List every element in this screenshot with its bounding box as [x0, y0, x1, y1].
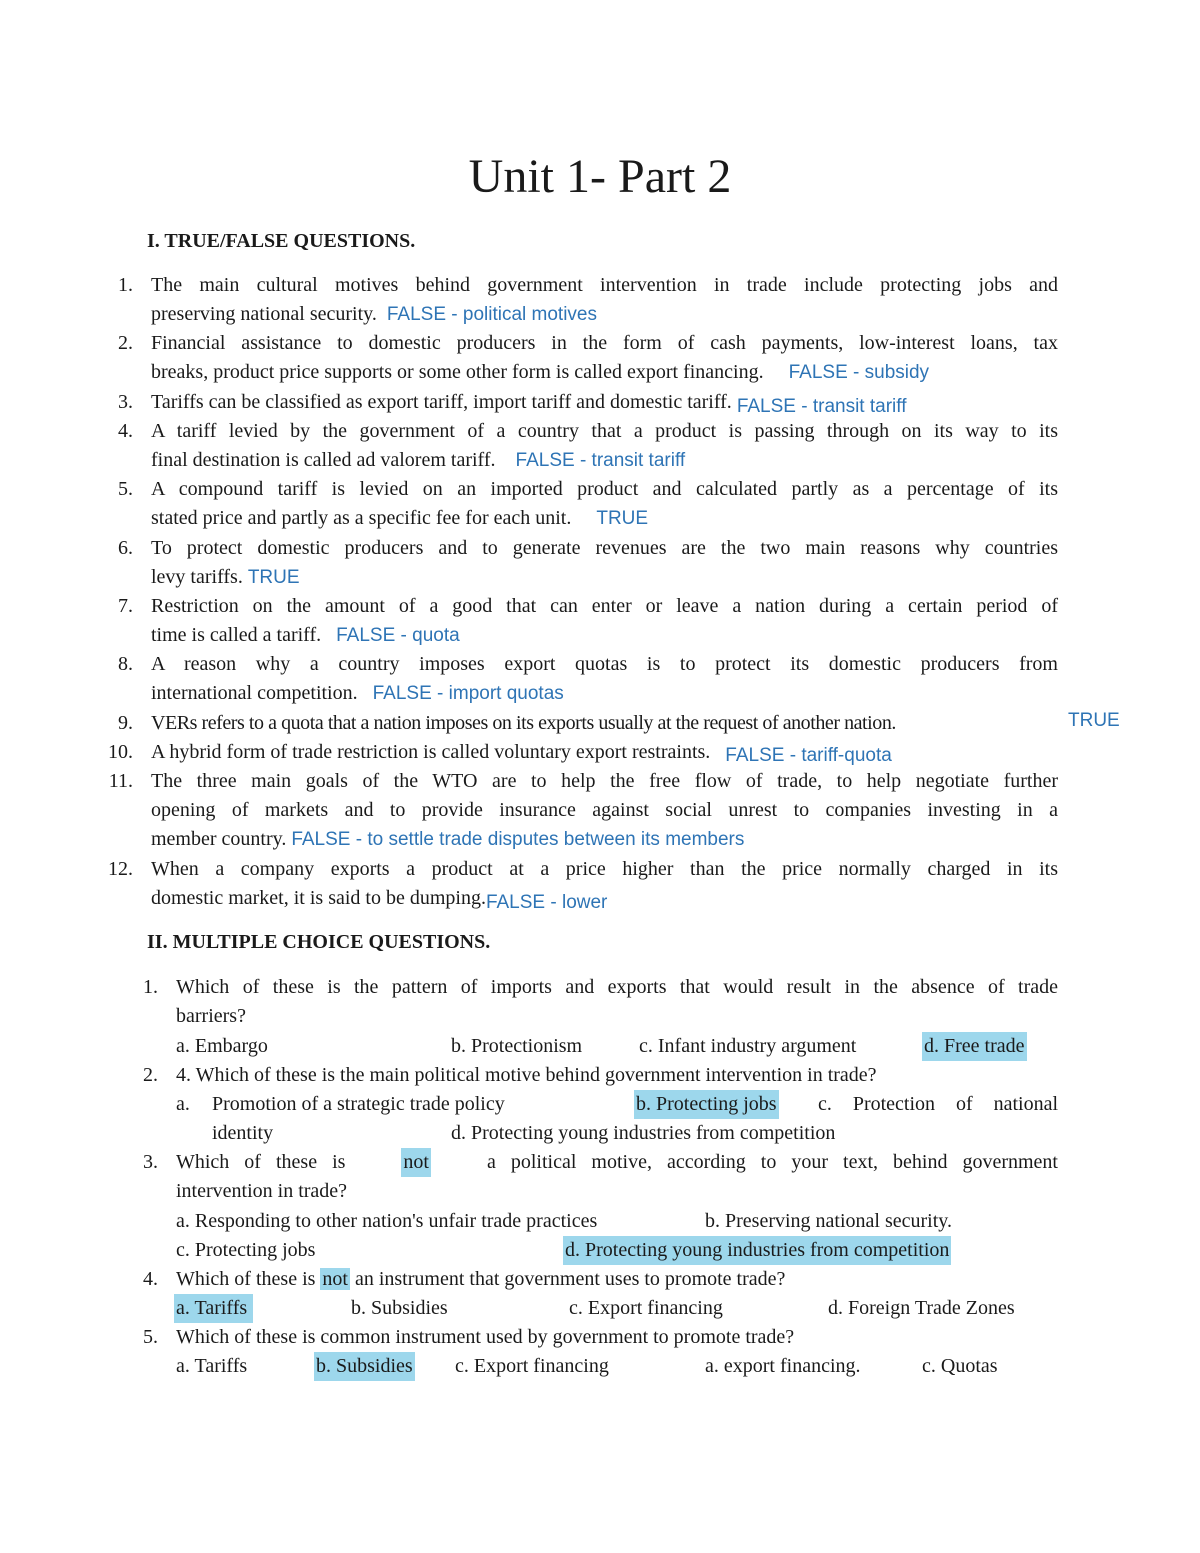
- mc-keyword-highlight: not: [322, 1268, 348, 1290]
- tf-number: 9.: [118, 712, 133, 734]
- mc-option: a. export financing.: [705, 1355, 861, 1377]
- mc-option: c. Infant industry argument: [639, 1035, 857, 1057]
- tf-answer: TRUE: [1068, 710, 1120, 731]
- mc-option-correct: d. Protecting young industries from competition: [563, 1236, 951, 1265]
- tf-question-line: A reason why a country imposes export quotas is to protect its domestic producers from: [151, 653, 1058, 675]
- mc-question-line: Which of these is not an instrument that government uses to promote trade?: [176, 1268, 786, 1290]
- tf-number: 1.: [118, 274, 133, 296]
- mc-keyword-highlight: not: [401, 1148, 431, 1177]
- tf-number: 12.: [108, 858, 133, 880]
- mc-option: c. Export financing: [455, 1355, 609, 1377]
- mc-option: b. Preserving national security.: [705, 1210, 952, 1232]
- tf-question-line: VERs refers to a quota that a nation imposes on its exports usually at the request of another nation.: [151, 712, 896, 734]
- mc-question-line: barriers?: [176, 1005, 246, 1027]
- mc-question-line: Which of these is not a political motive, according to your text, behind government: [176, 1148, 1058, 1177]
- tf-question-line: A tariff levied by the government of a country that a product is passing through on its way to its: [151, 420, 1058, 442]
- mc-number: 3.: [143, 1151, 158, 1173]
- mc-question-line: Which of these is the pattern of imports and exports that would result in the absence of trade: [176, 976, 1058, 998]
- mc-option-correct: d. Free trade: [922, 1032, 1027, 1061]
- tf-question-line: A hybrid form of trade restriction is called voluntary export restraints. FALSE - tariff-quota: [151, 741, 892, 766]
- mc-question-line: Which of these is common instrument used by government to promote trade?: [176, 1326, 795, 1348]
- section-heading-multiple-choice: II. MULTIPLE CHOICE QUESTIONS.: [147, 931, 491, 953]
- mc-option: a. Tariffs: [176, 1355, 248, 1377]
- tf-answer: FALSE - transit tariff: [736, 396, 907, 417]
- tf-answer: FALSE - import quotas: [372, 683, 564, 704]
- tf-question-line: levy tariffs. TRUE: [151, 566, 300, 588]
- tf-question-line: breaks, product price supports or some other form is called export financing. FALSE - subsidy: [151, 361, 930, 383]
- mc-option-correct: b. Protecting jobs: [634, 1090, 779, 1119]
- mc-option: c. Export financing: [569, 1297, 723, 1319]
- tf-number: 10.: [108, 741, 133, 763]
- tf-answer: TRUE: [247, 567, 300, 588]
- mc-option: Promotion of a strategic trade policy: [212, 1093, 505, 1115]
- mc-option-letter: a.: [176, 1093, 190, 1115]
- tf-number: 4.: [118, 420, 133, 442]
- mc-option: b. Protectionism: [451, 1035, 583, 1057]
- tf-question-line: opening of markets and to provide insurance against social unrest to companies investing in a: [151, 799, 1058, 821]
- mc-option: d. Foreign Trade Zones: [828, 1297, 1015, 1319]
- tf-question-line: When a company exports a product at a price higher than the price normally charged in its: [151, 858, 1058, 880]
- tf-answer: FALSE - tariff-quota: [725, 745, 892, 766]
- page-title: Unit 1- Part 2: [468, 150, 732, 203]
- tf-number: 3.: [118, 391, 133, 413]
- tf-answer: FALSE - transit tariff: [515, 450, 686, 471]
- mc-question-line: intervention in trade?: [176, 1180, 348, 1202]
- mc-option: b. Subsidies: [351, 1297, 448, 1319]
- mc-number: 2.: [143, 1064, 158, 1086]
- tf-question-line: The main cultural motives behind government intervention in trade include protecting jobs and: [151, 274, 1058, 296]
- mc-option: c. Protection of national: [818, 1093, 1058, 1115]
- tf-question-line: Restriction on the amount of a good that can enter or leave a nation during a certain period of: [151, 595, 1058, 617]
- tf-question-line: domestic market, it is said to be dumping.FALSE - lower: [151, 887, 608, 913]
- mc-option: c. Protecting jobs: [176, 1239, 316, 1261]
- tf-question-line: final destination is called ad valorem tariff. FALSE - transit tariff: [151, 449, 686, 471]
- tf-question-line: stated price and partly as a specific fee for each unit. TRUE: [151, 507, 649, 529]
- tf-number: 11.: [108, 770, 133, 792]
- mc-number: 5.: [143, 1326, 158, 1348]
- tf-question-line: time is called a tariff. FALSE - quota: [151, 624, 460, 646]
- tf-question-line: To protect domestic producers and to generate revenues are the two main reasons why countries: [151, 537, 1058, 559]
- tf-question-line: international competition. FALSE - import quotas: [151, 682, 564, 704]
- tf-answer: FALSE - lower: [485, 892, 608, 913]
- mc-option-correct: a. Tariffs: [174, 1294, 253, 1323]
- tf-question-line: The three main goals of the WTO are to help the free flow of trade, to help negotiate further: [151, 770, 1058, 792]
- tf-number: 5.: [118, 478, 133, 500]
- tf-question-line: Financial assistance to domestic producers in the form of cash payments, low-interest loans, tax: [151, 332, 1058, 354]
- mc-number: 4.: [143, 1268, 158, 1290]
- tf-answer: FALSE - political motives: [386, 304, 597, 325]
- tf-answer: FALSE - subsidy: [788, 362, 930, 383]
- mc-option-correct: b. Subsidies: [314, 1352, 415, 1381]
- tf-number: 7.: [118, 595, 133, 617]
- tf-question-line: Tariffs can be classified as export tariff, import tariff and domestic tariff. FALSE - transit tariff: [151, 391, 907, 417]
- tf-number: 2.: [118, 332, 133, 354]
- tf-number: 8.: [118, 653, 133, 675]
- section-heading-true-false: I. TRUE/FALSE QUESTIONS.: [147, 230, 416, 252]
- tf-question-line: preserving national security. FALSE - political motives: [151, 303, 597, 325]
- mc-option: d. Protecting young industries from competition: [451, 1122, 836, 1144]
- mc-number: 1.: [143, 976, 158, 998]
- tf-answer: TRUE: [596, 508, 649, 529]
- tf-answer: FALSE - quota: [336, 625, 460, 646]
- tf-question-line: A compound tariff is levied on an imported product and calculated partly as a percentage of its: [151, 478, 1058, 500]
- mc-option: a. Embargo: [176, 1035, 268, 1057]
- mc-option: c. Quotas: [922, 1355, 998, 1377]
- mc-option: identity: [212, 1122, 274, 1144]
- mc-option: a. Responding to other nation's unfair trade practices: [176, 1210, 598, 1232]
- tf-answer: FALSE - to settle trade disputes between its members: [291, 829, 745, 850]
- tf-number: 6.: [118, 537, 133, 559]
- tf-question-line: member country. FALSE - to settle trade disputes between its members: [151, 828, 745, 850]
- mc-question-line: 4. Which of these is the main political motive behind government intervention in trade?: [176, 1064, 877, 1086]
